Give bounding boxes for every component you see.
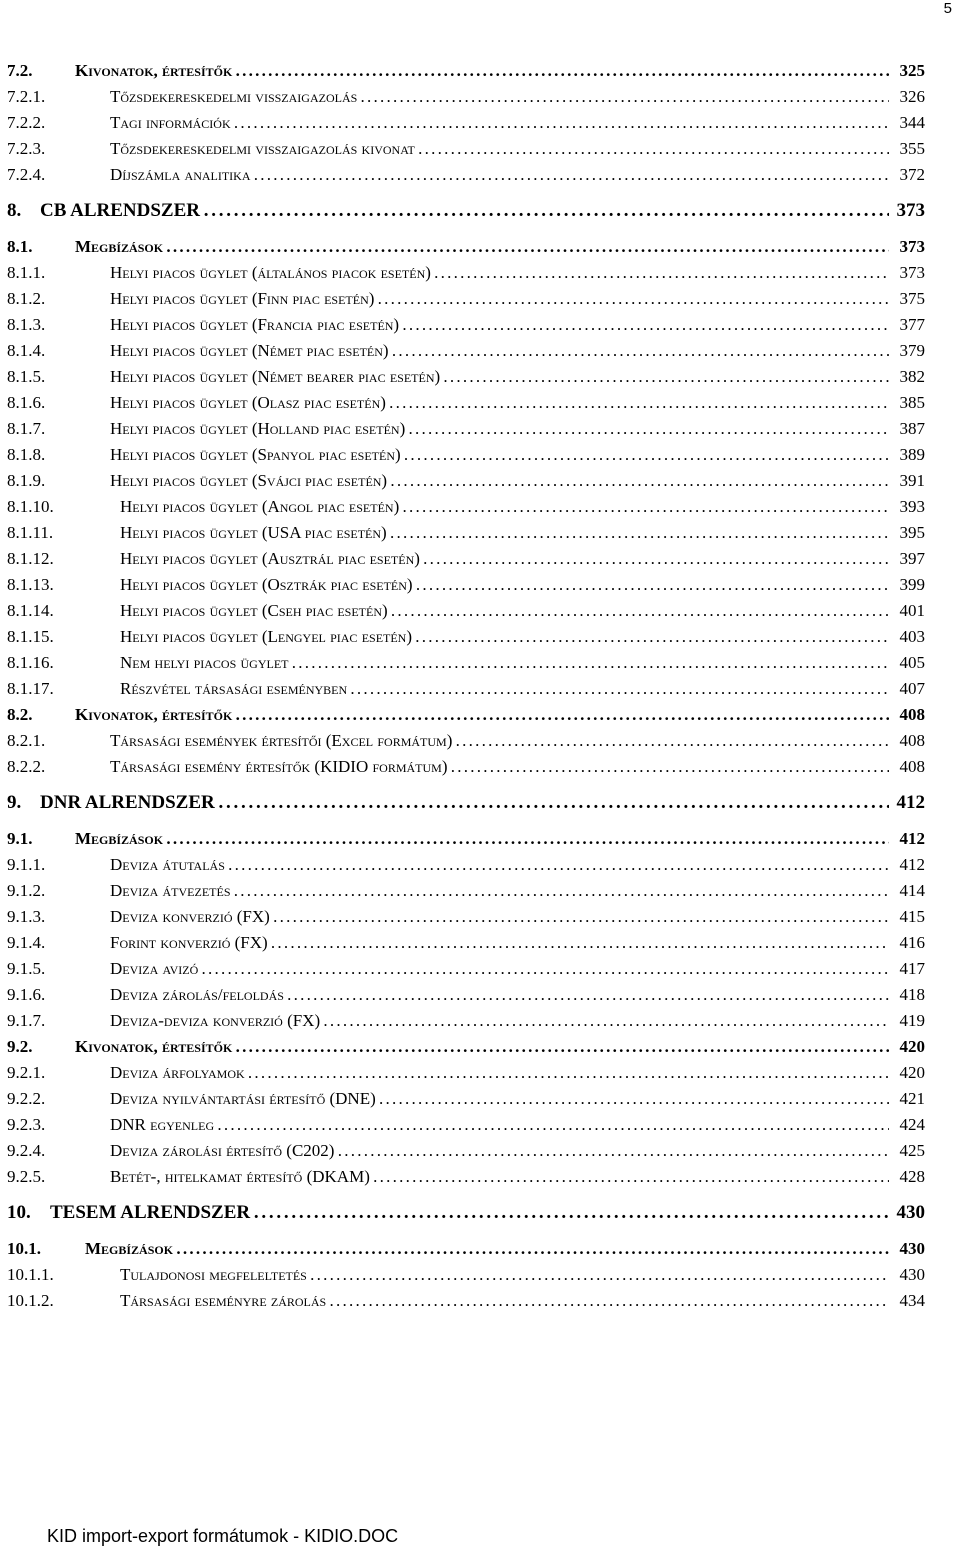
toc-subsection-entry[interactable] — [7, 930, 925, 956]
toc-entry-title: DNR ALRENDSZER . . . — [40, 790, 889, 816]
toc-subsection-entry[interactable] — [7, 520, 925, 546]
toc-entry-title: Részvétel társasági eseményben . . . — [120, 676, 889, 702]
page-footer: KID import-export formátumok - KIDIO.DOC — [47, 1526, 399, 1546]
table-of-contents — [7, 58, 925, 1314]
toc-subsection-entry[interactable] — [7, 754, 925, 780]
toc-subsection-entry[interactable] — [7, 1008, 925, 1034]
toc-entry-number: 9.1.4. — [7, 933, 46, 952]
toc-entry-title: Helyi piacos ügylet (Ausztrál piac esetén) . . . — [120, 546, 889, 572]
toc-entry-number: 8.1.13. — [7, 575, 54, 594]
toc-subsection-entry[interactable] — [7, 110, 925, 136]
toc-entry-number: 9.1.2. — [7, 881, 46, 900]
toc-section-entry[interactable] — [7, 58, 925, 84]
toc-entry-title: Helyi piacos ügylet (Osztrák piac esetén) . . . — [120, 572, 889, 598]
toc-entry-number: 8.2.2. — [7, 757, 46, 776]
toc-entry-title: Helyi piacos ügylet (Finn piac esetén) . . . — [110, 286, 889, 312]
toc-entry-title: Díjszámla analitika . . . — [110, 162, 889, 188]
toc-subsection-entry[interactable] — [7, 624, 925, 650]
toc-entry-page: 391 — [899, 471, 925, 490]
toc-entry-page: 387 — [899, 419, 925, 438]
toc-entry-page: 326 — [899, 87, 925, 106]
toc-entry-title: Társasági események értesítői (Excel formátum) . . . — [110, 728, 889, 754]
toc-entry-number: 8.1.16. — [7, 653, 54, 672]
toc-entry-page: 373 — [896, 200, 925, 221]
toc-entry-title: Tagi információk . . . — [110, 110, 889, 136]
toc-entry-page: 408 — [899, 757, 925, 776]
toc-entry-number: 8. — [7, 200, 22, 221]
toc-entry-title: Kivonatok, értesítők . . . — [75, 58, 889, 84]
toc-entry-number: 9.1.1. — [7, 855, 46, 874]
toc-entry-page: 373 — [899, 237, 925, 256]
toc-entry-title: Forint konverzió (FX) . . . — [110, 930, 889, 956]
toc-entry-title: Deviza nyilvántartási értesítő (DNE) . . . — [110, 1086, 889, 1112]
toc-entry-number: 8.1.17. — [7, 679, 54, 698]
toc-entry-page: 408 — [899, 705, 925, 724]
toc-entry-title: DNR egyenleg . . . — [110, 1112, 889, 1138]
toc-entry-number: 9.2. — [7, 1037, 33, 1056]
toc-entry-page: 412 — [899, 829, 925, 848]
toc-entry-number: 8.1.12. — [7, 549, 54, 568]
toc-entry-page: 401 — [899, 601, 925, 620]
toc-entry-number: 9.2.5. — [7, 1167, 46, 1186]
toc-entry-title: Helyi piacos ügylet (Cseh piac esetén) . . . — [120, 598, 889, 624]
toc-entry-page: 408 — [899, 731, 925, 750]
toc-entry-title: Deviza árfolyamok . . . — [110, 1060, 889, 1086]
toc-entry-page: 399 — [899, 575, 925, 594]
toc-entry-page: 407 — [899, 679, 925, 698]
toc-entry-title: Betét-, hitelkamat értesítő (DKAM) . . . — [110, 1164, 889, 1190]
toc-entry-page: 417 — [899, 959, 925, 978]
toc-subsection-entry[interactable] — [7, 338, 925, 364]
toc-subsection-entry[interactable] — [7, 650, 925, 676]
toc-entry-page: 412 — [899, 855, 925, 874]
toc-entry-number: 9.2.1. — [7, 1063, 46, 1082]
toc-subsection-entry[interactable] — [7, 84, 925, 110]
toc-entry-title: Helyi piacos ügylet (Lengyel piac esetén) . . . — [120, 624, 889, 650]
toc-entry-title: Tőzsdekereskedelmi visszaigazolás kivonat . . . — [110, 136, 889, 162]
toc-section-entry[interactable] — [7, 1236, 925, 1262]
toc-subsection-entry[interactable] — [7, 468, 925, 494]
toc-entry-page: 425 — [899, 1141, 925, 1160]
toc-chapter-entry[interactable] — [7, 198, 925, 224]
toc-entry-number: 8.1. — [7, 237, 33, 256]
toc-entry-page: 405 — [899, 653, 925, 672]
toc-entry-page: 414 — [899, 881, 925, 900]
section-spacer — [7, 188, 925, 198]
toc-entry-number: 9.1.3. — [7, 907, 46, 926]
toc-entry-page: 375 — [899, 289, 925, 308]
toc-subsection-entry[interactable] — [7, 494, 925, 520]
toc-entry-page: 428 — [899, 1167, 925, 1186]
toc-subsection-entry[interactable] — [7, 260, 925, 286]
toc-entry-number: 7.2.1. — [7, 87, 46, 106]
toc-entry-title: Kivonatok, értesítők . . . — [75, 1034, 889, 1060]
toc-entry-number: 8.2.1. — [7, 731, 46, 750]
toc-entry-page: 379 — [899, 341, 925, 360]
toc-entry-number: 8.1.14. — [7, 601, 54, 620]
toc-entry-number: 9.2.2. — [7, 1089, 46, 1108]
toc-entry-page: 389 — [899, 445, 925, 464]
toc-entry-page: 403 — [899, 627, 925, 646]
toc-entry-page: 421 — [899, 1089, 925, 1108]
toc-entry-title: Helyi piacos ügylet (Német bearer piac esetén) . . . — [110, 364, 889, 390]
toc-subsection-entry[interactable] — [7, 136, 925, 162]
toc-entry-title: Helyi piacos ügylet (Holland piac esetén) . . . — [110, 416, 889, 442]
section-spacer — [7, 224, 925, 234]
toc-entry-number: 10.1. — [7, 1239, 41, 1258]
toc-entry-number: 8.2. — [7, 705, 33, 724]
toc-entry-title: Tőzsdekereskedelmi visszaigazolás . . . — [110, 84, 889, 110]
toc-subsection-entry[interactable] — [7, 1086, 925, 1112]
page-number: 5 — [943, 0, 952, 17]
toc-entry-number: 7.2.4. — [7, 165, 46, 184]
toc-entry-page: 419 — [899, 1011, 925, 1030]
toc-subsection-entry[interactable] — [7, 878, 925, 904]
toc-entry-page: 420 — [899, 1037, 925, 1056]
toc-entry-number: 10.1.2. — [7, 1291, 54, 1310]
toc-entry-title: Megbízások . . . — [75, 826, 889, 852]
toc-entry-number: 10.1.1. — [7, 1265, 54, 1284]
toc-section-entry[interactable] — [7, 1034, 925, 1060]
toc-entry-page: 424 — [899, 1115, 925, 1134]
toc-entry-page: 393 — [899, 497, 925, 516]
toc-entry-number: 8.1.5. — [7, 367, 46, 386]
toc-subsection-entry[interactable] — [7, 982, 925, 1008]
toc-entry-title: Helyi piacos ügylet (Svájci piac esetén) . . . — [110, 468, 889, 494]
toc-entry-number: 8.1.11. — [7, 523, 54, 542]
toc-subsection-entry[interactable] — [7, 572, 925, 598]
toc-entry-number: 8.1.3. — [7, 315, 46, 334]
toc-entry-page: 382 — [899, 367, 925, 386]
toc-section-entry[interactable] — [7, 826, 925, 852]
toc-subsection-entry[interactable] — [7, 1112, 925, 1138]
toc-entry-number: 10. — [7, 1202, 31, 1223]
toc-entry-page: 397 — [899, 549, 925, 568]
toc-subsection-entry[interactable] — [7, 442, 925, 468]
toc-subsection-entry[interactable] — [7, 312, 925, 338]
toc-entry-page: 373 — [899, 263, 925, 282]
toc-entry-number: 9.1.6. — [7, 985, 46, 1004]
toc-entry-number: 7.2.2. — [7, 113, 46, 132]
toc-entry-number: 9.1. — [7, 829, 33, 848]
toc-subsection-entry[interactable] — [7, 956, 925, 982]
toc-subsection-entry[interactable] — [7, 904, 925, 930]
toc-entry-title: Deviza zárolás/feloldás . . . — [110, 982, 889, 1008]
toc-entry-page: 377 — [899, 315, 925, 334]
toc-subsection-entry[interactable] — [7, 390, 925, 416]
toc-subsection-entry[interactable] — [7, 598, 925, 624]
toc-subsection-entry[interactable] — [7, 1060, 925, 1086]
toc-entry-title: Nem helyi piacos ügylet . . . — [120, 650, 889, 676]
toc-entry-number: 8.1.8. — [7, 445, 46, 464]
toc-entry-number: 7.2.3. — [7, 139, 46, 158]
toc-entry-page: 412 — [896, 792, 925, 813]
toc-entry-number: 8.1.6. — [7, 393, 46, 412]
toc-entry-page: 395 — [899, 523, 925, 542]
toc-subsection-entry[interactable] — [7, 416, 925, 442]
section-spacer — [7, 816, 925, 826]
toc-entry-page: 434 — [899, 1291, 925, 1310]
toc-entry-number: 9. — [7, 792, 22, 813]
toc-entry-page: 415 — [899, 907, 925, 926]
toc-entry-number: 9.2.4. — [7, 1141, 46, 1160]
toc-subsection-entry[interactable] — [7, 286, 925, 312]
toc-entry-title: Társasági eseményre zárolás . . . — [120, 1288, 889, 1314]
section-spacer — [7, 780, 925, 790]
toc-entry-page: 372 — [899, 165, 925, 184]
toc-entry-page: 385 — [899, 393, 925, 412]
toc-entry-title: Tulajdonosi megfeleltetés . . . — [120, 1262, 889, 1288]
toc-entry-page: 418 — [899, 985, 925, 1004]
toc-entry-title: Deviza átutalás . . . — [110, 852, 889, 878]
toc-entry-title: Kivonatok, értesítők . . . — [75, 702, 889, 728]
toc-subsection-entry[interactable] — [7, 162, 925, 188]
toc-entry-number: 8.1.15. — [7, 627, 54, 646]
toc-entry-number: 9.1.5. — [7, 959, 46, 978]
toc-entry-page: 420 — [899, 1063, 925, 1082]
toc-entry-title: Megbízások . . . — [85, 1236, 889, 1262]
toc-entry-title: Helyi piacos ügylet (Német piac esetén) . . . — [110, 338, 889, 364]
toc-entry-title: Helyi piacos ügylet (Olasz piac esetén) . . . — [110, 390, 889, 416]
toc-entry-number: 8.1.10. — [7, 497, 54, 516]
toc-entry-title: Deviza átvezetés . . . — [110, 878, 889, 904]
toc-chapter-entry[interactable] — [7, 790, 925, 816]
toc-entry-title: Helyi piacos ügylet (általános piacok esetén) . . . — [110, 260, 889, 286]
toc-subsection-entry[interactable] — [7, 546, 925, 572]
toc-entry-page: 430 — [899, 1265, 925, 1284]
toc-subsection-entry[interactable] — [7, 852, 925, 878]
toc-section-entry[interactable] — [7, 234, 925, 260]
toc-subsection-entry[interactable] — [7, 676, 925, 702]
toc-entry-page: 355 — [899, 139, 925, 158]
toc-entry-number: 8.1.9. — [7, 471, 46, 490]
toc-entry-title: Deviza avizó . . . — [110, 956, 889, 982]
toc-entry-title: Társasági esemény értesítők (KIDIO formátum) . . . — [110, 754, 889, 780]
toc-subsection-entry[interactable] — [7, 1288, 925, 1314]
toc-entry-number: 8.1.7. — [7, 419, 46, 438]
toc-entry-title: Helyi piacos ügylet (Francia piac esetén) . . . — [110, 312, 889, 338]
toc-chapter-entry[interactable] — [7, 1200, 925, 1226]
toc-entry-number: 9.2.3. — [7, 1115, 46, 1134]
toc-entry-title: Deviza konverzió (FX) . . . — [110, 904, 889, 930]
toc-entry-number: 9.1.7. — [7, 1011, 46, 1030]
toc-subsection-entry[interactable] — [7, 728, 925, 754]
toc-entry-number: 8.1.1. — [7, 263, 46, 282]
toc-entry-page: 325 — [899, 61, 925, 80]
toc-entry-title: CB ALRENDSZER . . . — [40, 198, 889, 224]
toc-subsection-entry[interactable] — [7, 1262, 925, 1288]
toc-entry-title: Helyi piacos ügylet (Spanyol piac esetén) . . . — [110, 442, 889, 468]
toc-entry-page: 430 — [899, 1239, 925, 1258]
toc-entry-title: Helyi piacos ügylet (USA piac esetén) . . . — [120, 520, 889, 546]
toc-subsection-entry[interactable] — [7, 1138, 925, 1164]
toc-entry-title: Megbízások . . . — [75, 234, 889, 260]
toc-subsection-entry[interactable] — [7, 1164, 925, 1190]
toc-entry-title: TESEM ALRENDSZER . . . — [50, 1200, 889, 1226]
toc-subsection-entry[interactable] — [7, 364, 925, 390]
toc-entry-page: 416 — [899, 933, 925, 952]
toc-entry-number: 7.2. — [7, 61, 33, 80]
section-spacer — [7, 1226, 925, 1236]
toc-entry-page: 430 — [896, 1202, 925, 1223]
toc-entry-number: 8.1.2. — [7, 289, 46, 308]
toc-entry-number: 8.1.4. — [7, 341, 46, 360]
section-spacer — [7, 1190, 925, 1200]
toc-entry-page: 344 — [899, 113, 925, 132]
toc-entry-title: Deviza zárolási értesítő (C202) . . . — [110, 1138, 889, 1164]
toc-entry-title: Deviza-deviza konverzió (FX) . . . — [110, 1008, 889, 1034]
toc-entry-title: Helyi piacos ügylet (Angol piac esetén) . . . — [120, 494, 889, 520]
toc-section-entry[interactable] — [7, 702, 925, 728]
